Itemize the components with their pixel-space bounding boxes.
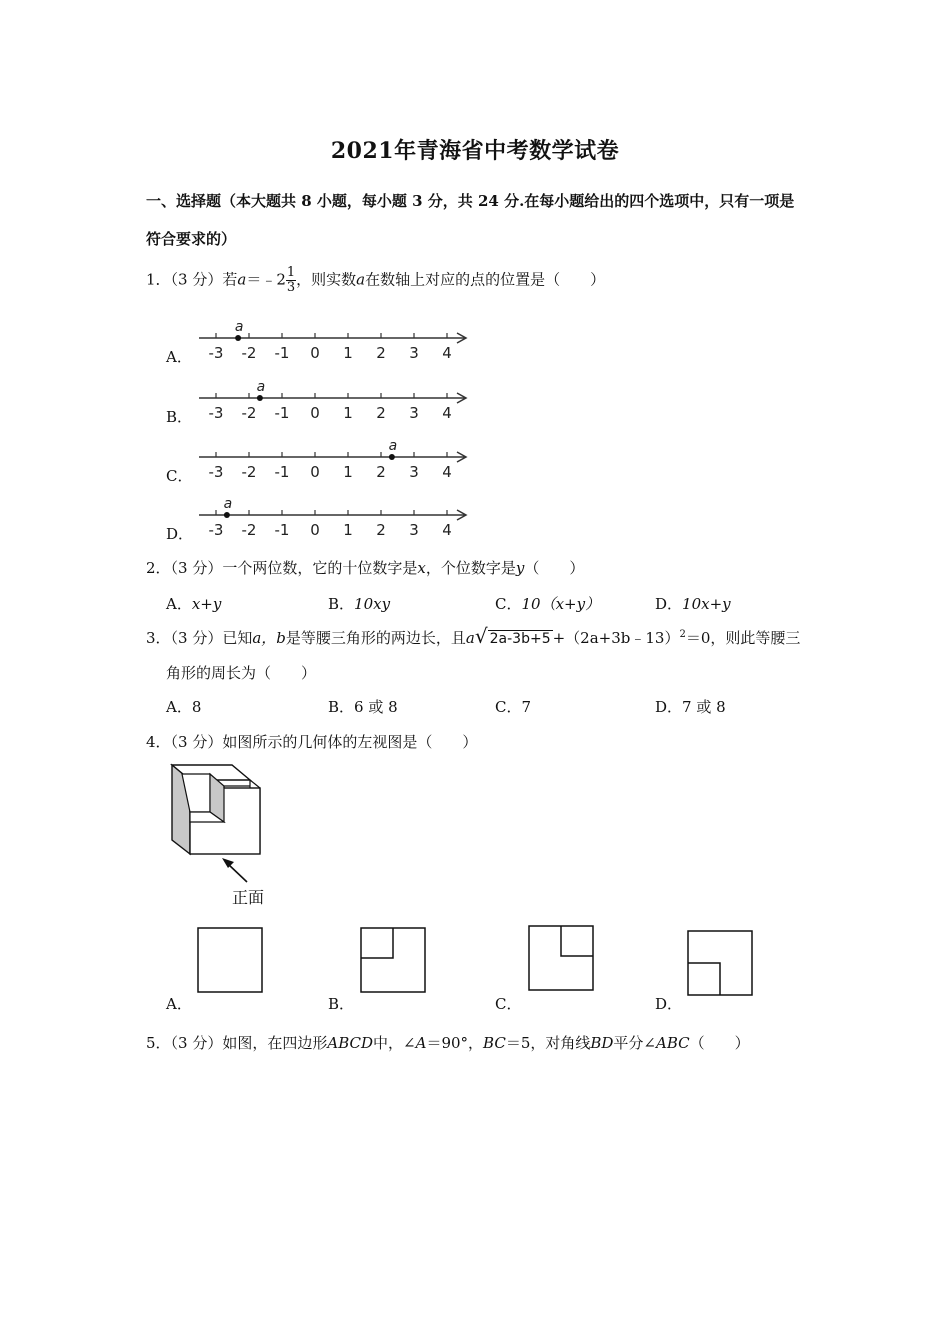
point-a xyxy=(235,335,241,341)
q3-option-d[interactable]: D．7 或 8 xyxy=(655,698,726,716)
fraction: $\frac{1}{3}$ xyxy=(286,265,296,295)
tick-label: 2 xyxy=(376,344,386,362)
tick-label: 0 xyxy=(310,404,320,422)
tick-label: 4 xyxy=(442,463,452,481)
q4-option-b[interactable]: B． xyxy=(328,995,355,1013)
q4-option-d[interactable]: D． xyxy=(655,995,683,1013)
tick-label: 1 xyxy=(343,404,353,422)
q1-option-d-label: D． xyxy=(166,525,194,543)
section-heading-line2: 符合要求的） xyxy=(146,230,237,248)
q1-option-a-label: A． xyxy=(166,348,192,366)
question-3-line2: 角形的周长为（ ） xyxy=(166,664,317,682)
tick-label: 2 xyxy=(376,463,386,481)
view-c xyxy=(527,924,597,992)
tick-label: -3 xyxy=(208,404,224,422)
question-3: 3．（3 分）已知a，b是等腰三角形的两边长，且a√ 2a-3b+5 +（2a+3b﹣13）$^2$＝0，则此等腰三 xyxy=(146,624,801,648)
number-line-d xyxy=(195,495,475,543)
page-title: 2021年青海省中考数学试卷 xyxy=(330,138,620,164)
tick-label: 4 xyxy=(442,344,452,362)
view-b xyxy=(359,926,429,994)
tick-label: 3 xyxy=(409,521,419,539)
point-a xyxy=(257,395,263,401)
tick-label: 2 xyxy=(376,404,386,422)
tick-label: 2 xyxy=(376,521,386,539)
question-number: 1． xyxy=(146,270,171,289)
front-label: 正面 xyxy=(232,888,265,907)
sqrt-icon: √ xyxy=(474,624,488,648)
tick-label: -1 xyxy=(274,404,290,422)
point-a xyxy=(224,512,230,518)
view-d xyxy=(686,929,756,997)
tick-label: 3 xyxy=(409,344,419,362)
q1-option-b-label: B． xyxy=(166,408,193,426)
tick-label: -1 xyxy=(274,521,290,539)
number-line-b xyxy=(195,378,475,426)
q3-option-b[interactable]: B．6 或 8 xyxy=(328,698,398,716)
point-label: a xyxy=(388,438,398,454)
tick-label: -2 xyxy=(241,463,257,481)
view-a xyxy=(196,926,266,994)
tick-label: 0 xyxy=(310,463,320,481)
tick-label: -3 xyxy=(208,463,224,481)
q4-option-c[interactable]: C． xyxy=(495,995,522,1013)
tick-label: 0 xyxy=(310,521,320,539)
q3-option-a[interactable]: A．8 xyxy=(166,698,202,716)
tick-label: 1 xyxy=(343,463,353,481)
tick-label: -2 xyxy=(241,344,257,362)
q2-option-c[interactable]: C．10（x+y） xyxy=(495,595,601,613)
arrow-icon xyxy=(228,864,247,882)
section-heading: 一、选择题（本大题共 8 小题，每小题 3 分，共 24 分.在每小题给出的四个选项中，只有一项是 xyxy=(146,192,795,210)
tick-label: 3 xyxy=(409,404,419,422)
tick-label: -2 xyxy=(241,521,257,539)
point-label: a xyxy=(256,379,266,395)
tick-label: 1 xyxy=(343,521,353,539)
tick-label: -2 xyxy=(241,404,257,422)
point-label: a xyxy=(234,319,244,335)
q2-option-b[interactable]: B．10xy xyxy=(328,595,391,613)
tick-label: 1 xyxy=(343,344,353,362)
point-label: a xyxy=(223,496,233,512)
question-2: 2．（3 分）一个两位数，它的十位数字是x，个位数字是y（ ） xyxy=(146,559,585,577)
point-a xyxy=(389,454,395,460)
q2-option-d[interactable]: D．10x+y xyxy=(655,595,731,613)
number-line-c xyxy=(195,437,475,485)
tick-label: -3 xyxy=(208,521,224,539)
question-1: 1．（3 分）若a＝﹣2 $\frac{1}{3}$ ，则实数a在数轴上对应的点的位置是（ ） xyxy=(146,265,606,295)
tick-label: 4 xyxy=(442,521,452,539)
question-5: 5．（3 分）如图，在四边形ABCD中，∠A＝90°，BC＝5，对角线BD平分∠ABC（ ） xyxy=(146,1034,750,1052)
q2-option-a[interactable]: A．x+y xyxy=(166,595,222,613)
tick-label: -1 xyxy=(274,463,290,481)
tick-label: -1 xyxy=(274,344,290,362)
q3-option-c[interactable]: C．7 xyxy=(495,698,532,716)
question-4: 4．（3 分）如图所示的几何体的左视图是（ ） xyxy=(146,733,478,751)
number-line-a xyxy=(195,318,475,366)
q1-option-c-label: C． xyxy=(166,467,193,485)
tick-label: 4 xyxy=(442,404,452,422)
tick-label: -3 xyxy=(208,344,224,362)
tick-label: 0 xyxy=(310,344,320,362)
tick-label: 3 xyxy=(409,463,419,481)
q4-option-a[interactable]: A． xyxy=(166,995,192,1013)
